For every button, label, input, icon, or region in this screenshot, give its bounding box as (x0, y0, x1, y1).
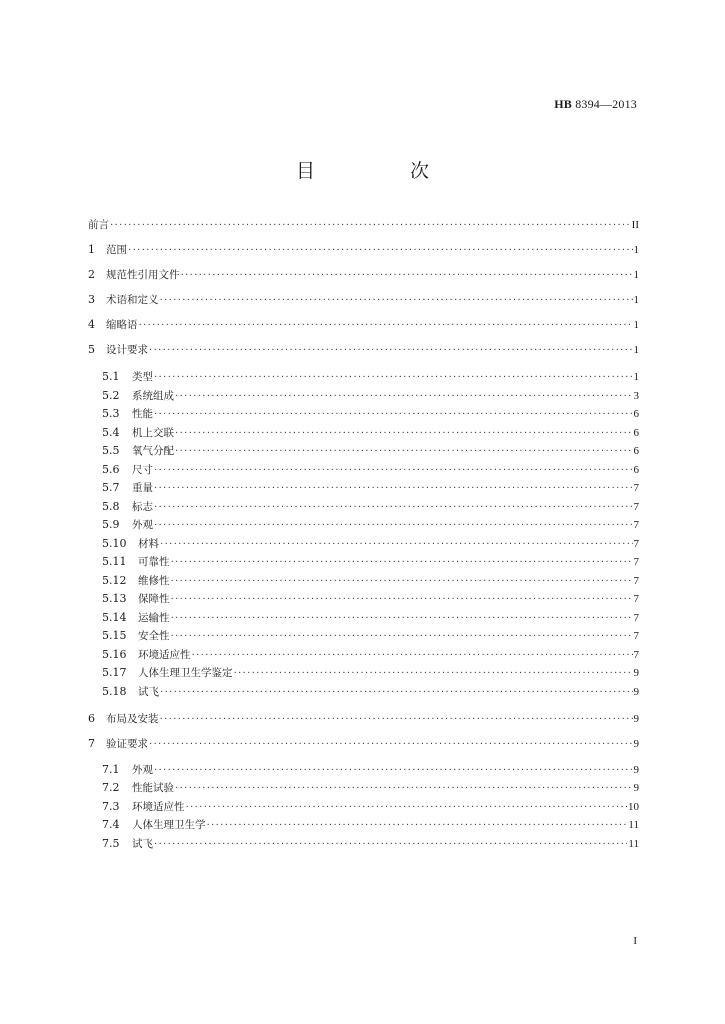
toc-entry-number: 5.2 (102, 389, 120, 402)
toc-entry[interactable] (102, 629, 639, 644)
toc-entry[interactable] (102, 648, 639, 663)
toc-entry-page: 1 (633, 294, 639, 306)
toc-entry[interactable] (102, 574, 639, 589)
toc-entry-page: 6 (633, 445, 639, 457)
toc-leader-dots (160, 686, 633, 700)
toc-entry-page: 1 (633, 344, 639, 356)
toc-entry[interactable] (88, 218, 639, 233)
toc-entry-label: 外观 (132, 519, 153, 531)
toc-entry-label: 设计要求 (106, 344, 148, 356)
toc-leader-dots (160, 713, 633, 727)
toc-leader-dots (154, 764, 633, 778)
toc-entry[interactable] (102, 370, 639, 385)
toc-entry[interactable] (102, 426, 639, 441)
toc-entry-page: 10 (628, 801, 639, 813)
toc-entry-number: 5 (88, 343, 95, 356)
toc-entry-page: 9 (633, 764, 639, 776)
toc-leader-dots (154, 482, 633, 496)
toc-entry[interactable] (102, 444, 639, 459)
toc-leader-dots (154, 519, 633, 533)
toc-entry-page: 7 (633, 501, 639, 513)
toc-entry[interactable] (102, 837, 639, 852)
toc-entry-label: 安全性 (138, 630, 170, 642)
toc-entry-number: 7.5 (102, 837, 120, 850)
toc-entry-number: 7.4 (102, 818, 120, 831)
page-number: I (633, 935, 637, 947)
toc-leader-dots (154, 408, 633, 422)
toc-leader-dots (181, 269, 633, 283)
toc-entry-number: 5.7 (102, 481, 120, 494)
toc-entry-page: 11 (628, 819, 639, 831)
toc-entry-number: 5.14 (102, 611, 127, 624)
toc-entry-page: 1 (633, 319, 639, 331)
toc-entry-page: 9 (633, 738, 639, 750)
toc-leader-dots (186, 801, 628, 815)
toc-leader-dots (171, 593, 633, 607)
toc-entry-number: 5.15 (102, 629, 127, 642)
toc-entry-page: 7 (633, 649, 639, 661)
toc-entry-number: 4 (88, 318, 95, 331)
toc-entry-number: 7.1 (102, 763, 120, 776)
toc-leader-dots (171, 630, 633, 644)
toc-entry[interactable] (102, 407, 639, 422)
toc-entry[interactable] (88, 268, 639, 283)
toc-entry-number: 2 (88, 268, 95, 281)
toc-leader-dots (175, 445, 633, 459)
toc-entry-page: 9 (633, 713, 639, 725)
toc-entry[interactable] (88, 243, 639, 258)
toc-entry-label: 机上交联 (132, 427, 174, 439)
toc-entry-page: 9 (633, 686, 639, 698)
toc-entry-page: II (631, 219, 639, 231)
toc-entry[interactable] (102, 389, 639, 404)
toc-entry[interactable] (88, 737, 639, 752)
toc-entry-page: 9 (633, 782, 639, 794)
toc-entry-page: 7 (633, 538, 639, 550)
document-code-number: 8394—2013 (575, 97, 637, 111)
toc-entry-page: 6 (633, 427, 639, 439)
toc-entry-number: 5.4 (102, 426, 120, 439)
toc-leader-dots (160, 538, 633, 552)
toc-entry-page: 6 (633, 464, 639, 476)
toc-leader-dots (207, 819, 628, 833)
toc-entry[interactable] (102, 763, 639, 778)
toc-entry[interactable] (102, 781, 639, 796)
toc-entry-page: 7 (633, 482, 639, 494)
toc-entry-number: 6 (88, 712, 95, 725)
toc-entry-number: 5.17 (102, 666, 127, 679)
toc-entry-label: 氧气分配 (132, 445, 174, 457)
toc-entry-number: 5.9 (102, 518, 120, 531)
toc-entry-label: 外观 (132, 764, 153, 776)
toc-entry[interactable] (102, 592, 639, 607)
toc-entry[interactable] (102, 611, 639, 626)
toc-entry[interactable] (102, 481, 639, 496)
toc-leader-dots (154, 371, 633, 385)
toc-entry-page: 1 (633, 244, 639, 256)
toc-entry-number: 1 (88, 243, 95, 256)
toc-leader-dots (171, 556, 633, 570)
toc-entry-label: 布局及安装 (106, 713, 159, 725)
toc-entry-label: 验证要求 (106, 738, 148, 750)
toc-entry-number: 5.5 (102, 444, 120, 457)
toc-entry-label: 类型 (132, 371, 153, 383)
toc-entry-page: 7 (633, 575, 639, 587)
toc-entry[interactable] (88, 343, 639, 358)
toc-entry-page: 1 (633, 371, 639, 383)
toc-entry-label: 保障性 (138, 593, 170, 605)
toc-leader-dots (175, 782, 633, 796)
toc-entry[interactable] (102, 537, 639, 552)
toc-entry-number: 5.6 (102, 463, 120, 476)
toc-entry-page: 7 (633, 612, 639, 624)
toc-leader-dots (154, 464, 633, 478)
toc-entry-label: 环境适应性 (132, 801, 185, 813)
toc-entry-page: 7 (633, 519, 639, 531)
toc-entry-page: 7 (633, 630, 639, 642)
page-title: 目 次 (295, 160, 467, 182)
toc-entry-number: 3 (88, 293, 95, 306)
toc-entry[interactable] (102, 818, 639, 833)
toc-entry-number: 7 (88, 737, 95, 750)
toc-entry[interactable] (102, 685, 639, 700)
toc-entry-label: 环境适应性 (138, 649, 191, 661)
toc-entry-label: 重量 (132, 482, 153, 494)
toc-leader-dots (128, 244, 633, 258)
toc-entry-label: 可靠性 (138, 556, 170, 568)
toc-leader-dots (175, 427, 633, 441)
toc-entry-number: 5.1 (102, 370, 120, 383)
toc-entry-number: 5.18 (102, 685, 127, 698)
document-code-prefix: HB (554, 97, 572, 111)
toc-entry-page: 1 (633, 269, 639, 281)
toc-entry-label: 范围 (106, 244, 127, 256)
document-code (554, 97, 637, 112)
toc-leader-dots (171, 575, 633, 589)
toc-leader-dots (149, 738, 633, 752)
toc-entry-number: 5.8 (102, 500, 120, 513)
toc-entry-label: 规范性引用文件 (106, 269, 180, 281)
toc-entry-page: 7 (633, 593, 639, 605)
toc-leader-dots (110, 219, 631, 233)
toc-entry[interactable] (102, 555, 639, 570)
toc-entry[interactable] (88, 318, 639, 333)
toc-leader-dots (139, 319, 633, 333)
toc-entry-label: 性能试验 (132, 782, 174, 794)
toc-leader-dots (234, 667, 633, 681)
toc-entry[interactable] (102, 800, 639, 815)
toc-entry[interactable] (102, 500, 639, 515)
toc-leader-dots (149, 344, 633, 358)
toc-entry-number: 5.13 (102, 592, 127, 605)
toc-entry-label: 材料 (138, 538, 159, 550)
toc-entry-label: 人体生理卫生学鉴定 (138, 667, 233, 679)
toc-entry-label: 系统组成 (132, 390, 174, 402)
toc-entry[interactable] (102, 518, 639, 533)
toc-leader-dots (160, 294, 633, 308)
toc-entry[interactable] (88, 293, 639, 308)
toc-entry-label: 术语和定义 (106, 294, 159, 306)
toc-entry-number: 5.10 (102, 537, 127, 550)
toc-entry[interactable] (102, 463, 639, 478)
toc-entry-label: 维修性 (138, 575, 170, 587)
toc-entry-label: 运输性 (138, 612, 170, 624)
toc-entry-number: 7.2 (102, 781, 120, 794)
toc-leader-dots (154, 838, 627, 852)
toc-entry-number: 5.3 (102, 407, 120, 420)
toc-entry-number: 7.3 (102, 800, 120, 813)
toc-entry[interactable] (102, 666, 639, 681)
toc-leader-dots (171, 612, 633, 626)
toc-entry[interactable] (88, 712, 639, 727)
toc-entry-label: 试飞 (132, 838, 153, 850)
toc-entry-label: 前言 (88, 219, 109, 231)
toc-entry-page: 7 (633, 556, 639, 568)
toc-entry-label: 试飞 (138, 686, 159, 698)
toc-entry-label: 尺寸 (132, 464, 153, 476)
toc-entry-label: 缩略语 (106, 319, 138, 331)
toc-leader-dots (175, 390, 633, 404)
toc-entry-page: 11 (628, 838, 639, 850)
toc-entry-label: 性能 (132, 408, 153, 420)
toc-entry-number: 5.11 (102, 555, 127, 568)
toc-entry-number: 5.12 (102, 574, 127, 587)
toc-entry-number: 5.16 (102, 648, 127, 661)
toc-entry-page: 6 (633, 408, 639, 420)
toc-leader-dots (192, 649, 633, 663)
toc-entry-page: 3 (633, 390, 639, 402)
toc-entry-label: 标志 (132, 501, 153, 513)
toc-entry-label: 人体生理卫生学 (132, 819, 206, 831)
toc-leader-dots (154, 501, 633, 515)
toc-entry-page: 9 (633, 667, 639, 679)
